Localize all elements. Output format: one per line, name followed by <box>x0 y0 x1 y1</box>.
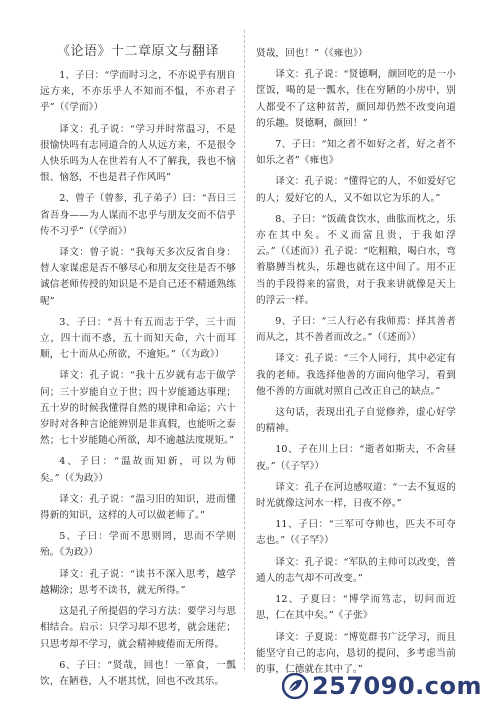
paragraph-9-translation: 译文：孔子说：“三个人同行，其中必定有我的老师。我选择他善的方面向他学习，看到他不善的方面就对照自己改正自己的缺点。” <box>256 353 456 397</box>
paragraph-8: 8、子曰：“饭疏食饮水，曲肱而枕之，乐亦在其中矣。不义而富且贵，于我如浮云。”（《述而》）孔子说：“吃粗粮，喝白水，弯着胳膊当枕头，乐趣也就在这中间了。用不正当的手段得来的富贵，对于我来讲就像是天上的浮云一样。 <box>256 213 456 306</box>
leaf-logo-icon <box>282 673 308 699</box>
paragraph-2-translation: 译文：曾子说：“我每天多次反省自身：替人家谋虑是否不够尽心和朋友交往是否不够诚信老师传授的知识是不是自己还不精通熟练呢” <box>40 247 236 307</box>
paragraph-7: 7、子曰：“知之者不如好之者，好之者不如乐之者”《雍也》 <box>256 139 456 167</box>
paragraph-5: 5、子曰：学而不思则罔，思而不学则殆。《为政》） <box>40 531 236 559</box>
paragraph-4-translation: 译文：孔子说：“温习旧的知识，进而懂得新的知识，这样的人可以做老师了。” <box>40 493 236 522</box>
paragraph-4: 4、子曰：“温故而知新，可以为师矣。”（《为政》） <box>40 456 236 484</box>
paragraph-11: 11、子曰：“三军可夺帅也，匹夫不可夺志也。”（《子罕》） <box>256 519 456 547</box>
paragraph-2: 2、曾子（曾参，孔子弟子）曰：“吾日三省吾身——为人谋而不忠乎与朋友交而不信乎传不习乎”（《学而》） <box>40 193 236 237</box>
paragraph-5-note: 这是孔子所提倡的学习方法：要学习与思相结合。启示：只学习却不思考，就会迷茫；只思考却不学习，就会精神疲倦而无所得。 <box>40 606 236 650</box>
watermark-text: 257090.com <box>311 672 482 700</box>
paragraph-1-translation: 译文：孔子说：“学习并时常温习，不是很愉快吗有志同道合的人从远方来，不是很令人快乐吗为人在世若有人不了解我，我也不恼恨、恼怒，不也是君子作风吗” <box>40 123 236 184</box>
paragraph-3: 3、子曰：“吾十有五而志于学，三十而立，四十而不惑，五十而知天命，六十而耳顺，七十而从心所欲，不逾矩。”（《为政》） <box>40 316 236 361</box>
paragraph-6: 6、子曰：“贤哉，回也！一箪食，一瓢饮，在陋巷，人不堪其忧，回也不改其乐。 <box>40 659 236 687</box>
paragraph-9: 9、子曰：“三人行必有我师焉：择其善者而从之，其不善者而改之。”（《述而》） <box>256 316 456 344</box>
paragraph-1: 1、子曰：“学而时习之，不亦说乎有朋自远方来，不亦乐乎人不知而不愠，不亦君子乎”（《学而》） <box>40 70 236 114</box>
paragraph-11-translation: 译文：孔子说：“军队的主帅可以改变，普通人的志气却不可改变。” <box>256 556 456 584</box>
paragraph-9-note: 这句话，表现出孔子自觉修养，虚心好学的精神。 <box>256 407 456 435</box>
paragraph-6-cont: 贤哉，回也！”（《雍也》） <box>256 48 368 59</box>
paragraph-10: 10、子在川上曰：“逝者如斯夫，不舍昼夜。”（《子罕》） <box>256 444 456 472</box>
left-column <box>40 68 236 695</box>
paragraph-10-translation: 译文：孔子在河边感叹道：“一去不复返的时光就像这河水一样，日夜不停。” <box>256 481 456 510</box>
paragraph-12-translation: 译文：子夏说：“博览群书广泛学习，而且能坚守自己的志向，恳切的提问，多考虑当前的事，仁德就在其中了。” <box>256 631 456 675</box>
paragraph-7-translation: 译文：孔子说：“懂得它的人，不如爱好它的人；爱好它的人，又不如以它为乐的人。” <box>256 176 456 204</box>
right-column <box>256 46 456 683</box>
paragraph-12: 12、子夏曰：“博学而笃志，切问而近思，仁在其中矣。”《子张》 <box>256 594 456 622</box>
paragraph-3-translation: 译文：孔子说：“我十五岁就有志于做学问；三十岁能自立于世；四十岁能通达事理；五十岁的时候我懂得自然的规律和命运；六十岁时对各种言论能辨别是非真假，也能听之泰然；七十岁能随心所欲，却不逾越法度规矩。” <box>40 370 236 447</box>
paragraph-5-translation: 译文：孔子说：“读书不深入思考，越学越糊涂；思考不读书，就无所得。” <box>40 568 236 596</box>
site-watermark <box>282 672 482 700</box>
paragraph-6-translation: 译文：孔子说：“贤德啊，颜回吃的是一小筐饭，喝的是一瓢水，住在穷陋的小房中，别人都受不了这种贫苦，颜回却仍然不改变向道的乐趣。贤德啊，颜回！” <box>256 69 456 129</box>
page-title: 《论语》十二章原文与翻译 <box>56 44 219 59</box>
column-divider <box>244 30 246 670</box>
